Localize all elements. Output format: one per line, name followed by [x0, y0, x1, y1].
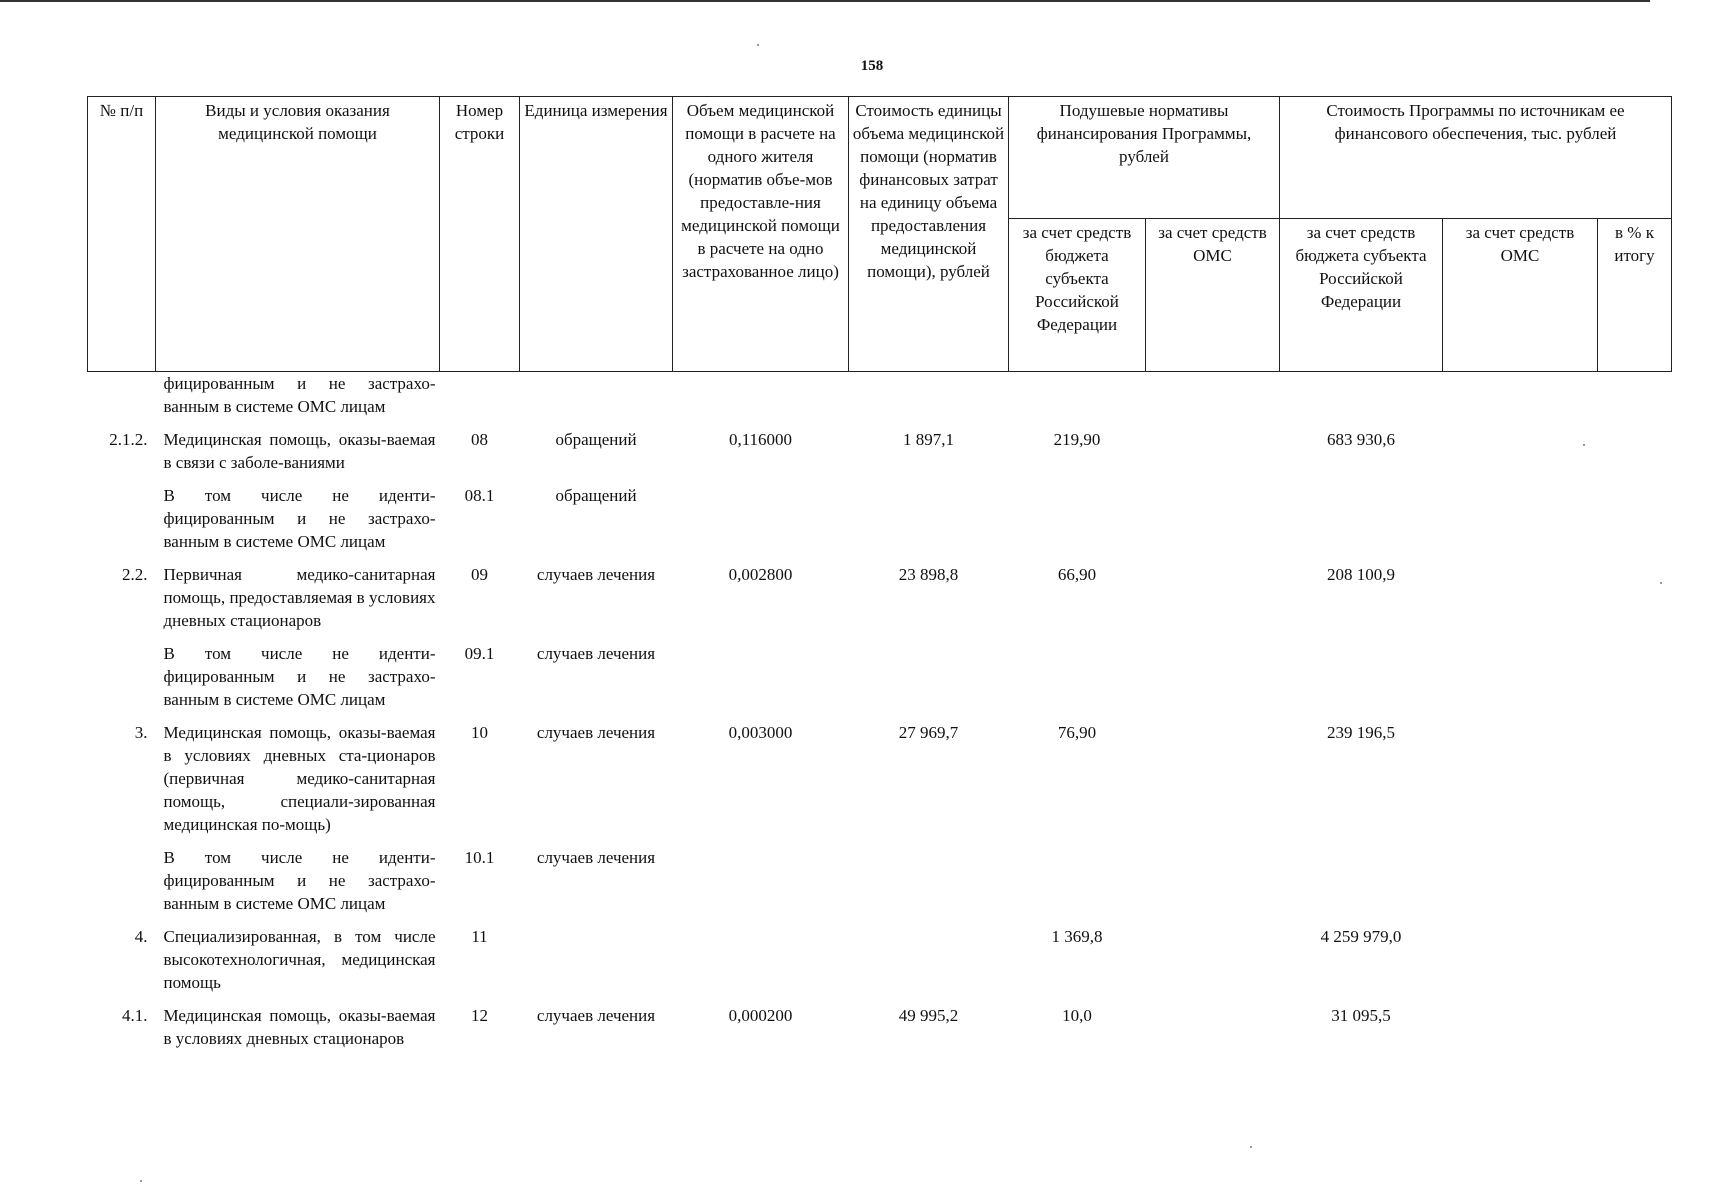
header-unit: Единица измерения — [520, 97, 673, 372]
cell-no: 4. — [134, 927, 148, 946]
cell-name: Медицинская помощь, оказы-ваемая в условиях дневных ста-ционаров (первичная медико-санитарная помощь, специали-зированная медицинская по-мощь) — [163, 723, 436, 834]
cell-prog-budget: 239 196,5 — [1327, 723, 1395, 742]
header-line-number: Номер строки — [440, 97, 520, 372]
cell-prog-percent — [1598, 1004, 1672, 1060]
cell-line: 08.1 — [464, 486, 495, 505]
cell-no: 2.2. — [122, 565, 148, 584]
cell-name: Медицинская помощь, оказы-ваемая в связи с заболе-ваниями — [163, 430, 436, 472]
cell-unit: случаев лечения — [536, 644, 656, 663]
cell-pc-budget: 219,90 — [1053, 430, 1101, 449]
cell-prog-oms — [1443, 1004, 1598, 1060]
cell-cost — [849, 372, 1009, 429]
cell-line: 09.1 — [464, 644, 495, 663]
cell-prog-percent — [1598, 372, 1672, 429]
cell-prog-budget: 683 930,6 — [1327, 430, 1395, 449]
header-program-cost-group: Стоимость Программы по источникам ее финансового обеспечения, тыс. рублей — [1280, 97, 1672, 219]
header-volume: Объем медицинской помощи в расчете на одного жителя (норматив объе-мов предоставле-ния медицинской помощи в расчете на одно застрахованное лицо) — [673, 97, 849, 372]
cell-pc-budget — [1009, 846, 1146, 925]
cell-name: В том числе не иденти-фицированным и не застрахо-ванным в системе ОМС лицам — [163, 644, 436, 709]
cell-no — [88, 846, 156, 925]
cell-volume — [673, 925, 849, 1004]
scan-speck — [1583, 444, 1585, 446]
cell-unit: случаев лечения — [536, 848, 656, 867]
cell-volume — [673, 846, 849, 925]
cell-unit — [520, 925, 673, 1004]
header-pc-budget: за счет средств бюджета субъекта Российской Федерации — [1009, 219, 1146, 372]
cell-volume: 0,003000 — [728, 723, 793, 742]
table-row — [88, 563, 1672, 642]
cell-pc-budget — [1009, 372, 1146, 429]
cell-line: 10.1 — [464, 848, 495, 867]
cell-pc-oms — [1146, 428, 1280, 484]
cell-prog-percent — [1598, 563, 1672, 642]
cell-prog-budget: 4 259 979,0 — [1320, 927, 1402, 946]
cell-unit: случаев лечения — [536, 565, 656, 584]
cell-pc-oms — [1146, 563, 1280, 642]
cell-line: 08 — [471, 430, 488, 449]
cell-prog-oms — [1443, 925, 1598, 1004]
cell-no: 2.1.2. — [109, 430, 148, 449]
cell-pc-budget: 66,90 — [1057, 565, 1097, 584]
top-rule — [0, 0, 1650, 2]
cell-name: В том числе не иденти-фицированным и не застрахо-ванным в системе ОМС лицам — [163, 486, 436, 551]
cell-prog-oms — [1443, 428, 1598, 484]
table-row — [88, 846, 1672, 925]
cell-pc-oms — [1146, 925, 1280, 1004]
cell-pc-budget: 10,0 — [1062, 1006, 1092, 1025]
cell-prog-percent — [1598, 846, 1672, 925]
scan-speck — [1660, 582, 1662, 584]
cell-prog-oms — [1443, 642, 1598, 721]
cell-prog-oms — [1443, 721, 1598, 846]
cell-cost — [849, 925, 1009, 1004]
cell-cost: 23 898,8 — [898, 565, 959, 584]
cell-line: 12 — [471, 1006, 488, 1025]
scan-speck — [140, 1180, 142, 1182]
cell-prog-budget — [1280, 484, 1443, 563]
cell-pc-oms — [1146, 721, 1280, 846]
header-unit-cost: Стоимость единицы объема медицинской помощи (норматив финансовых затрат на единицу объема предоставления медицинской помощи), рублей — [849, 97, 1009, 372]
cell-pc-budget — [1009, 642, 1146, 721]
cell-pc-oms — [1146, 1004, 1280, 1060]
table-header — [88, 97, 1672, 372]
cell-line — [440, 372, 520, 429]
header-care-type: Виды и условия оказания медицинской помощи — [156, 97, 440, 372]
cell-pc-oms — [1146, 846, 1280, 925]
cell-name: Первичная медико-санитарная помощь, предоставляемая в условиях дневных стационаров — [163, 565, 436, 630]
table-row — [88, 1004, 1672, 1060]
cell-prog-oms — [1443, 846, 1598, 925]
cell-line: 10 — [471, 723, 488, 742]
cell-prog-percent — [1598, 428, 1672, 484]
cell-no — [88, 642, 156, 721]
table-row — [88, 372, 1672, 429]
cell-volume: 0,000200 — [728, 1006, 793, 1025]
cell-no — [88, 484, 156, 563]
cell-line: 09 — [471, 565, 488, 584]
cell-prog-oms — [1443, 484, 1598, 563]
cell-name: Медицинская помощь, оказы-ваемая в условиях дневных стационаров — [163, 1006, 436, 1048]
cell-cost: 49 995,2 — [898, 1006, 959, 1025]
cell-cost — [849, 642, 1009, 721]
cell-unit — [520, 372, 673, 429]
cell-volume — [673, 372, 849, 429]
cell-pc-oms — [1146, 372, 1280, 429]
cell-volume — [673, 642, 849, 721]
cell-volume: 0,116000 — [728, 430, 793, 449]
cell-unit: обращений — [555, 486, 637, 505]
cell-prog-budget — [1280, 846, 1443, 925]
cell-prog-oms — [1443, 563, 1598, 642]
cell-prog-oms — [1443, 372, 1598, 429]
cell-cost: 1 897,1 — [903, 430, 954, 449]
table-row — [88, 484, 1672, 563]
cell-unit: обращений — [555, 430, 637, 449]
cell-unit: случаев лечения — [536, 1006, 656, 1025]
cell-cost: 27 969,7 — [898, 723, 959, 742]
cell-volume: 0,002800 — [728, 565, 793, 584]
table-row — [88, 428, 1672, 484]
table-row — [88, 721, 1672, 846]
header-prog-percent: в % к итогу — [1598, 219, 1672, 372]
header-pc-oms: за счет средств ОМС — [1146, 219, 1280, 372]
scan-speck — [1250, 1146, 1252, 1148]
cell-name: фицированным и не застрахо-ванным в системе ОМС лицам — [163, 374, 436, 416]
header-prog-oms: за счет средств ОМС — [1443, 219, 1598, 372]
cell-pc-oms — [1146, 484, 1280, 563]
cell-no: 4.1. — [122, 1006, 148, 1025]
header-prog-budget: за счет средств бюджета субъекта Российской Федерации — [1280, 219, 1443, 372]
cell-prog-budget — [1280, 372, 1443, 429]
cell-name: Специализированная, в том числе высокотехнологичная, медицинская помощь — [163, 927, 436, 992]
cell-cost — [849, 846, 1009, 925]
cell-prog-budget: 31 095,5 — [1331, 1006, 1391, 1025]
cell-prog-percent — [1598, 484, 1672, 563]
cell-unit: случаев лечения — [536, 723, 656, 742]
cell-pc-oms — [1146, 642, 1280, 721]
cell-no — [88, 372, 156, 429]
table-body — [88, 372, 1672, 1061]
table-row — [88, 925, 1672, 1004]
program-cost-table — [87, 96, 1672, 1060]
page-number: 158 — [860, 58, 884, 74]
cell-prog-percent — [1598, 642, 1672, 721]
cell-volume — [673, 484, 849, 563]
cell-prog-percent — [1598, 721, 1672, 846]
cell-pc-budget: 76,90 — [1057, 723, 1097, 742]
cell-prog-budget — [1280, 642, 1443, 721]
cell-line: 11 — [471, 927, 488, 946]
scan-speck — [757, 44, 759, 46]
cell-name: В том числе не иденти-фицированным и не застрахо-ванным в системе ОМС лицам — [163, 848, 436, 913]
cell-no: 3. — [134, 723, 148, 742]
header-per-capita-group: Подушевые нормативы финансирования Программы, рублей — [1009, 97, 1280, 219]
header-no: № п/п — [88, 97, 156, 372]
cell-prog-budget: 208 100,9 — [1327, 565, 1395, 584]
cell-pc-budget: 1 369,8 — [1051, 927, 1103, 946]
cell-prog-percent — [1598, 925, 1672, 1004]
table-row — [88, 642, 1672, 721]
cell-cost — [849, 484, 1009, 563]
cell-pc-budget — [1009, 484, 1146, 563]
